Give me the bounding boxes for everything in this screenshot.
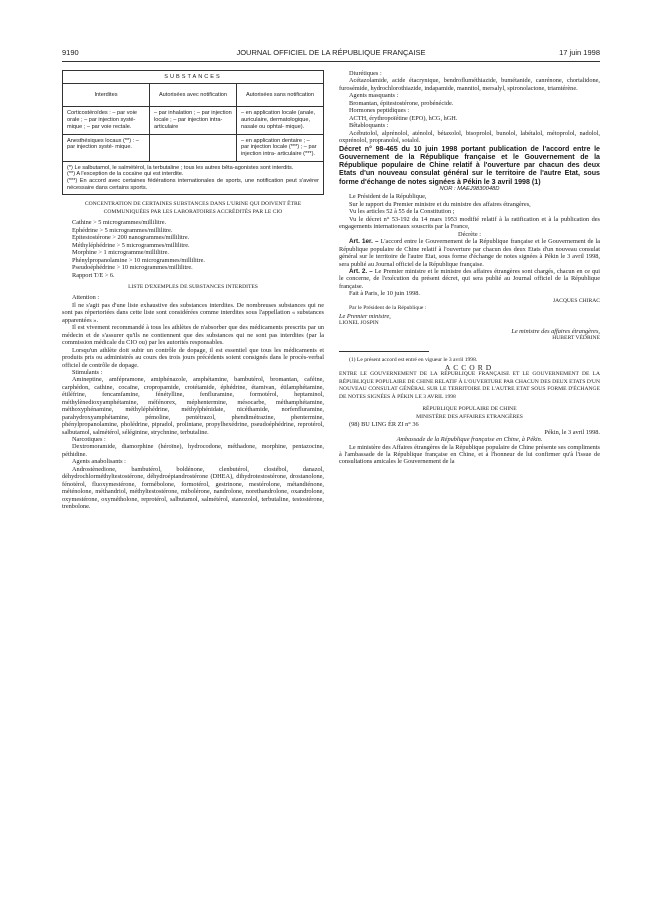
footnote-rule [339, 351, 429, 352]
journal-title: JOURNAL OFFICIEL DE LA RÉPUBLIQUE FRANÇAISE [236, 48, 426, 57]
page-header [62, 48, 600, 60]
table-cell: – en application dentaire ; – par injection locale (***) ; – par injection intra- articulaire (***). [236, 135, 323, 161]
right-column [339, 70, 600, 466]
footnote: (1) Le présent accord est entré en vigueur le 3 avril 1998. [349, 356, 478, 363]
attention-label: Attention : [72, 294, 100, 302]
table-cell: Corticostéroïdes : – par voie orale ; – par injection systé- mique ; – par voie rectale. [67, 110, 137, 130]
category-label: Bêtabloquants : [349, 122, 389, 130]
concentration-item: Morphine > 1 microgramme/millilitre. [72, 249, 169, 257]
signatory-name: JACQUES CHIRAC [552, 297, 600, 304]
category-label: Agents masquants : [349, 92, 399, 100]
accord-heading: ACCORD [444, 362, 495, 372]
concentration-item: Rapport T/E > 6. [72, 271, 115, 279]
table-cell: – par inhalation ; – par injection locale ; – par injection intra- articulaire [149, 107, 236, 133]
left-column [62, 70, 324, 511]
article-text: Le Premier ministre et le ministre des affaires étrangères sont chargés, chacun en ce qui le concerne, de l'exécution du présent décret, qui sera publié au Journal officiel de la République française. [339, 268, 600, 290]
addressee: Ambassade de la République française en Chine, à Pékin. [396, 436, 543, 444]
paragraph: Le Président de la République, [349, 193, 427, 201]
table-row [63, 135, 323, 162]
table-header: Autorisées avec notification [149, 84, 236, 107]
substance-list: Acétazolamide, acide étacrynique, bendrofluméthiazide, bumétanide, canrénone, chortalidone, furosémide, hydrochlorothiazide, indapamide, mannitol, mersalyl, spironolactone, triamtérène. [339, 77, 600, 92]
mae-name: HUBERT VÉDRINE [552, 335, 600, 342]
article-text: L'accord entre le Gouvernement de la République française et le Gouvernement de la République populaire de Chine relatif à l'ouverture par chacun des deux Etats d'un nouveau consulat général sur le territoire de l'autre Etat, sous forme d'échange de notes signées à Pékin le 3 avril 1998, sera publié au Journal officiel de la République française. [339, 238, 601, 268]
table-cell: Anesthésiques locaux (**) : – par injection systé- mique. [67, 137, 139, 151]
table-header: Autorisées sans notification [236, 84, 323, 107]
category-label: Narcotiques : [72, 436, 106, 444]
concentration-item: Cathine > 5 microgrammes/millilitre. [72, 219, 167, 227]
table-note: (**) A l'exception de la cocaïne qui est interdite. [67, 171, 184, 178]
page-number: 9190 [62, 48, 79, 57]
mae-title: Le ministre des affaires étrangères, [511, 327, 600, 335]
table-row [63, 107, 323, 134]
substance-list: Amineptine, amfépramone, amiphénazole, amphétamine, bambutérol, bromantan, caféine, carphédon, cathine, cocaïne, cropropamide, crotétamide, éphédrine, étamivan, étilamphétamine, étiléfrine, fencamfamine, fénétylline, fenfluramine, formotérol, heptaminol, méthylènedioxyamphétamine, méfénorex, méphentermine, mésocarbe, méthamphétamine, méthoxyphénamine, méthyléphédrine, méthylphénidate, nicéthamide, norfenfluramine, parahydroxyamphétamine, pémoline, pentétrazol, phendimétrazine, phentermine, phénylpropanolamine, pholédrine, pipradol, prolintane, propylhexédrine, pseudoéphédrine, reprotérol, salbutamol, salmétérol, séléginine, strychnine, terbutaline. [62, 376, 324, 436]
signature-place-date: Fait à Paris, le 10 juin 1998. [349, 290, 421, 298]
section-title: LISTE D'EXEMPLES DE SUBSTANCES INTERDITES [128, 283, 258, 290]
article-label: Art. 2. – [349, 268, 373, 275]
table-header-row [63, 84, 323, 108]
accord-subtitle: ENTRE LE GOUVERNEMENT DE LA RÉPUBLIQUE FRANÇAISE ET LE GOUVERNEMENT DE LA RÉPUBLIQUE POPULAIRE DE CHINE RELATIF À L'OUVERTURE PAR CHACUN DES DEUX ETATS D'UN NOUVEAU CONSULAT GÉNÉRAL SUR LE TERRITOIRE DE L'AUTRE ETAT SOUS FORME D'ÉCHANGE DE NOTES SIGNÉES À PÉKIN LE 3 AVRIL 1998 [339, 371, 600, 400]
substances-table [62, 70, 324, 195]
paragraph: Lorsqu'un athlète doit subir un contrôle de dopage, il est essentiel que tous les médicaments et produits pris ou administrés au cours des trois jours précédents soient consignés dans le procès-verbal officiel de contrôle de dopage. [62, 346, 324, 369]
substance-list: Bromantan, épitestostérone, probénécide. [349, 99, 454, 107]
note-reference: (98) BU LING ÉR ZI n° 36 [349, 421, 419, 429]
letter-date: Pékin, le 3 avril 1998. [544, 428, 600, 436]
concentration-item: Epitestostérone > 200 nanogrammes/millilitre. [72, 234, 190, 242]
section-title: CONCENTRATION DE CERTAINES SUBSTANCES DANS L'URINE QUI DOIVENT ÊTRE COMMUNIQUÉES PAR LES LABORATOIRES ACCRÉDITÉS PAR LE CIO [84, 201, 302, 215]
table-header: Interdites [94, 91, 118, 98]
substance-list: Androstènedione, bambutérol, boldénone, clenbutérol, clostébol, danazol, déhydrochlorméthyltestostérone, déhydroépiandrostérone (DHEA), dihydrotestostérone, drostanolone, fénotérol, fluoxymestérone, formébolone, formotérol, gestrinone, mestérolone, métandiénone, méténolone, méthandriol, méthyltestostérone, mibolérone, nandrolone, norethandrolone, oxandrolone, oxymestérone, oxymétholone, reprotérol, salbutamol, salmétérol, stanozolol, terbutaline, testostérone, trenbolone. [62, 465, 324, 511]
paragraph: Vu les articles 52 à 55 de la Constitution ; [349, 208, 455, 216]
issue-date: 17 juin 1998 [559, 48, 600, 57]
substance-list: ACTH, érythropoïétine (EPO), hCG, hGH. [349, 114, 458, 122]
concentration-item: Pseudoéphédrine > 10 microgrammes/millilitre. [72, 264, 193, 272]
paragraph: Sur le rapport du Premier ministre et du ministre des affaires étrangères, [349, 200, 531, 208]
rpc-label: RÉPUBLIQUE POPULAIRE DE CHINE [422, 406, 517, 413]
article-label: Art. 1er. – [349, 238, 379, 246]
substance-list: Dextromoramide, diamorphine (héroïne), hydrocodone, méthadone, morphine, pentazocine, péthidine. [62, 443, 324, 458]
concentration-item: Méthyléphédrine > 5 microgrammes/millilitre. [72, 241, 190, 249]
category-label: Diurétiques : [349, 70, 382, 77]
article-1 [339, 238, 600, 268]
substance-list: Acébutolol, alprénolol, aténolol, bétaxolol, bisoprolol, bunolol, labétalol, métoprolol, nadolol, oxprénolol, propranolol, sotalol. [339, 129, 600, 145]
par-president: Par le Président de la République : [349, 305, 427, 312]
article-2 [339, 268, 600, 290]
table-notes [63, 162, 323, 195]
nor-reference: NOR : MAEJ9830048D [439, 186, 500, 193]
category-label: Hormones peptidiques : [349, 107, 410, 115]
table-cell: – en application locale (anale, auriculaire, dermatologique, nasale ou ophtal- mique). [236, 107, 323, 133]
category-label: Stimulants : [72, 368, 103, 376]
concentration-item: Phénylpropanolamine > 10 microgrammes/millilitre. [72, 256, 205, 264]
letter-body: Le ministère des Affaires étrangères de la République populaire de Chine présente ses compliments à l'ambassade de la République française en Chine, et à l'honneur de lui confirmer qu'à l'issue de consultations amicales le Gouvernement de la [339, 443, 600, 466]
table-note: (*) Le salbutamol, le salmétérol, la terbutaline ; tous les autres bêta-agonistes sont interdits. [67, 164, 294, 171]
decrete-label: Décrète : [458, 230, 481, 238]
paragraph: Il ne s'agit pas d'une liste exhaustive des substances interdites. De nombreuses substances qui ne sont pas répertoriées dans cette liste sont considérées comme interdites sous l'appellation « substances apparentées ». [62, 301, 324, 324]
concentration-item: Ephédrine > 5 microgrammes/millilitre. [72, 226, 173, 234]
ministere-label: MINISTÈRE DES AFFAIRES ETRANGÈRES [416, 413, 523, 420]
paragraph: Vu le décret n° 53-192 du 14 mars 1953 modifié relatif à la ratification et à la publication des engagements internationaux souscrits par la France, [339, 215, 600, 231]
pm-name: LIONEL JOSPIN [339, 320, 379, 327]
paragraph: Il est vivement recommandé à tous les athlètes de n'absorber que des médicaments prescrits par un médecin et de s'assurer qu'ils ne contiennent que des substances qui ne sont pas interdites (par la commission médicale du CIO ou) par les autorités responsables. [62, 324, 324, 347]
category-label: Agents anabolisants : [72, 458, 126, 466]
header-rule [62, 61, 600, 62]
table-note: (***) En accord avec certaines fédérations internationales de sports, une notification peut s'avérer nécessaire dans certains sports. [67, 178, 319, 191]
pm-title: Le Premier ministre, [339, 312, 391, 320]
table-cell [149, 135, 236, 161]
table-title: SUBSTANCES [63, 71, 323, 84]
decree-title: Décret n° 98-465 du 10 juin 1998 portant publication de l'accord entre le Gouvernement de la République française et le Gouvernement de la République populaire de Chine relatif à l'ouverture par chacun des deux Etats d'un nouveau consulat général sur le territoire de l'autre Etat, sous forme d'échange de notes signées à Pékin le 3 avril 1998 (1) [339, 144, 600, 186]
